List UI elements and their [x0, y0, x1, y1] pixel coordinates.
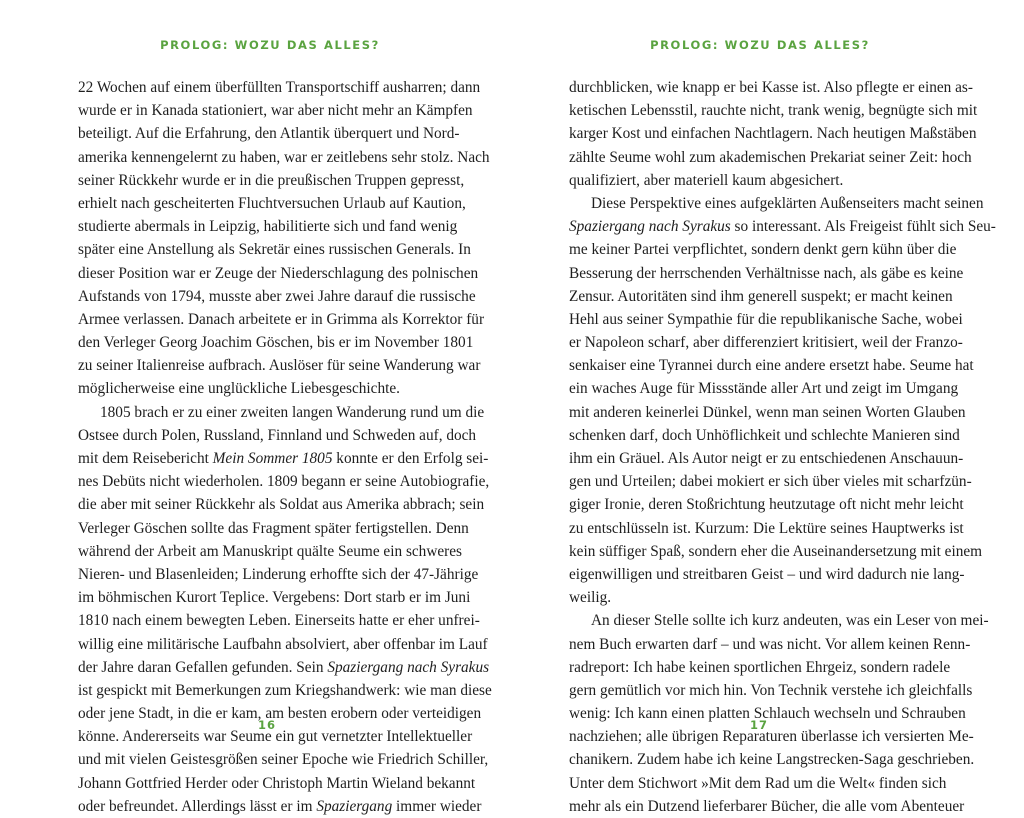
body-text-left	[78, 76, 492, 818]
text-line: willig eine militärische Laufbahn absolviert, aber offenbar im Lauf	[78, 635, 488, 653]
italic-title: Spaziergang nach Syrakus	[327, 658, 490, 676]
text-line: studierte abermals in Leipzig, habilitierte sich und fand wenig	[78, 218, 458, 236]
page-number-left: 16	[257, 718, 276, 732]
text-line: schenken darf, doch Unhöflichkeit und schlechte Manieren sind	[569, 426, 960, 444]
text-line: Diese Perspektive eines aufgeklärten Außenseiters macht seinen	[591, 194, 984, 212]
text-line: wurde er in Kanada stationiert, war aber nicht mehr an Kämpfen	[78, 102, 473, 120]
text-line: zu seiner Italienreise aufbrach. Auslöser für seine Wanderung war	[78, 357, 481, 375]
page-number-right: 17	[749, 718, 768, 732]
italic-title: Spaziergang nach Syrakus	[569, 218, 731, 236]
body-text-right	[569, 76, 996, 818]
text-line: ist gespickt mit Bemerkungen zum Kriegshandwerk: wie man diese	[78, 681, 492, 699]
text-line: weilig.	[569, 589, 612, 607]
text-line: mehr als ein Dutzend lieferbarer Bücher, die alle vom Abenteuer	[569, 797, 965, 815]
text-line: dieser Position war er Zeuge der Niederschlagung des polnischen	[78, 264, 479, 282]
text-line: später eine Anstellung als Sekretär eines russischen Generals. In	[78, 241, 471, 259]
text-line: nachziehen; alle übrigen Reparaturen überlasse ich versierten Me-	[569, 728, 974, 746]
text-line: karger Kost und einfachen Nachtlagern. Nach heutigen Maßstäben	[569, 125, 977, 143]
text-line: radreport: Ich habe keinen sportlichen Ehrgeiz, sondern radele	[569, 658, 951, 676]
text-line: chanikern. Zudem habe ich keine Langstrecken-Saga geschrieben.	[569, 751, 975, 769]
text-line: der Jahre daran Gefallen gefunden. Sein Spaziergang nach Syrakus	[78, 658, 490, 676]
text-line: zu entschlüsseln ist. Kurzum: Die Lektüre seines Hauptwerks ist	[569, 519, 964, 537]
text-line: im böhmischen Kurort Teplice. Vergebens: Dort starb er im Juni	[78, 589, 471, 607]
running-head-right: PROLOG: WOZU DAS ALLES?	[650, 38, 870, 52]
text-line: Armee verlassen. Danach arbeitete er in Grimma als Korrektor für	[78, 310, 485, 328]
text-line: oder befreundet. Allerdings lässt er im Spaziergang immer wieder	[78, 797, 482, 815]
text-line: 22 Wochen auf einem überfüllten Transportschiff ausharren; dann	[78, 79, 481, 96]
running-head-left: PROLOG: WOZU DAS ALLES?	[160, 38, 380, 52]
text-line: kein süffiger Spaß, sondern eher die Auseinandersetzung mit einem	[569, 542, 983, 560]
text-line: mit dem Reisebericht Mein Sommer 1805 konnte er den Erfolg sei-	[78, 450, 489, 467]
text-line: Unter dem Stichwort »Mit dem Rad um die Welt« finden sich	[569, 774, 947, 792]
text-line: er Napoleon scharf, aber differenziert kritisiert, weil der Franzo-	[569, 334, 963, 352]
text-line: qualifiziert, aber materiell kaum abgesichert.	[569, 171, 844, 189]
text-line: nes Debüts nicht wiederholen. 1809 begann er seine Autobiografie,	[78, 473, 490, 491]
italic-title: Spaziergang	[316, 797, 393, 815]
text-line: Ostsee durch Polen, Russland, Finnland und Schweden auf, doch	[78, 426, 477, 444]
text-line: ketischen Lebensstil, rauchte nicht, trank wenig, begnügte sich mit	[569, 102, 978, 120]
text-line: mit anderen keinerlei Dünkel, wenn man seinen Worten Glauben	[569, 403, 966, 421]
text-line: 1810 nach einem bewegten Leben. Einerseits hatte er eher unfrei-	[78, 612, 480, 630]
left-page	[0, 0, 512, 815]
text-line: Besserung der herrschenden Verhältnisse nach, als gäbe es keine	[569, 264, 964, 282]
text-line: amerika kennengelernt zu haben, war er zeitlebens sehr stolz. Nach	[78, 148, 490, 166]
text-line: durchblicken, wie knapp er bei Kasse ist. Also pflegte er einen as-	[569, 79, 973, 96]
text-line: gern gemütlich vor mich hin. Von Technik verstehe ich gleichfalls	[569, 681, 973, 699]
text-line: eigenwilligen und streitbaren Geist – und wird dadurch nie lang-	[569, 565, 965, 583]
text-line: erhielt nach gescheiterten Fluchtversuchen Urlaub auf Kaution,	[78, 194, 466, 212]
text-line: den Verleger Georg Joachim Göschen, bis er im November 1801	[78, 334, 474, 352]
text-line: könne. Andererseits war Seume ein gut vernetzter Intellektueller	[78, 728, 473, 746]
text-line: giger Ironie, deren Stoßrichtung heutzutage oft nicht mehr leicht	[569, 496, 964, 514]
text-line: seiner Rückkehr wurde er in die preußischen Truppen gepresst,	[78, 171, 465, 189]
text-line: Aufstands von 1794, musste aber zwei Jahre darauf die russische	[78, 287, 476, 305]
text-line: möglicherweise eine unglückliche Liebesgeschichte.	[78, 380, 400, 398]
text-line: oder jene Stadt, in die er kam, am besten erobern oder verteidigen	[78, 705, 482, 723]
text-line: senkaiser eine Tyrannei durch eine andere ersetzt habe. Seume hat	[569, 357, 974, 375]
text-line: 1805 brach er zu einer zweiten langen Wanderung rund um die	[100, 403, 485, 421]
text-line: zählte Seume wohl zum akademischen Prekariat seiner Zeit: hoch	[569, 148, 972, 166]
text-line: me keiner Partei verpflichtet, sondern denkt gern kühn über die	[569, 241, 957, 259]
text-line: Spaziergang nach Syrakus so interessant. Als Freigeist fühlt sich Seu-	[569, 218, 996, 236]
text-line: ihm ein Gräuel. Als Autor neigt er zu entschiedenen Anschauun-	[569, 450, 964, 467]
text-line: die aber mit seiner Rückkehr als Soldat aus Amerika abbrach; sein	[78, 496, 485, 514]
text-line: Zensur. Autoritäten sind ihm generell suspekt; er macht keinen	[569, 287, 953, 305]
text-line: Nieren- und Blasenleiden; Linderung erhoffte sich der 47-Jährige	[78, 565, 479, 583]
text-line: ein waches Auge für Missstände aller Art und zeigt im Umgang	[569, 380, 959, 398]
text-line: Verleger Göschen sollte das Fragment später fertigstellen. Denn	[78, 519, 469, 537]
text-line: beteiligt. Auf die Erfahrung, den Atlantik überquert und Nord-	[78, 125, 460, 143]
text-line: An dieser Stelle sollte ich kurz andeuten, was ein Leser von mei-	[591, 612, 989, 630]
italic-title: Mein Sommer 1805	[212, 450, 333, 467]
right-page	[512, 0, 1024, 815]
text-line: gen und Urteilen; dabei mokiert er sich über vieles mit scharfzün-	[569, 473, 972, 491]
text-line: Hehl aus seiner Sympathie für die republikanische Sache, wobei	[569, 310, 963, 328]
text-line: wenig: Ich kann einen platten Schlauch wechseln und Schrauben	[569, 705, 966, 723]
text-line: nem Buch erwarten darf – und was nicht. Vor allem keinen Renn-	[569, 635, 971, 653]
text-line: und mit vielen Geistesgrößen seiner Epoche wie Friedrich Schiller,	[78, 751, 489, 769]
text-line: während der Arbeit am Manuskript quälte Seume ein schweres	[78, 542, 463, 560]
text-line: Johann Gottfried Herder oder Christoph Martin Wieland bekannt	[78, 774, 476, 792]
